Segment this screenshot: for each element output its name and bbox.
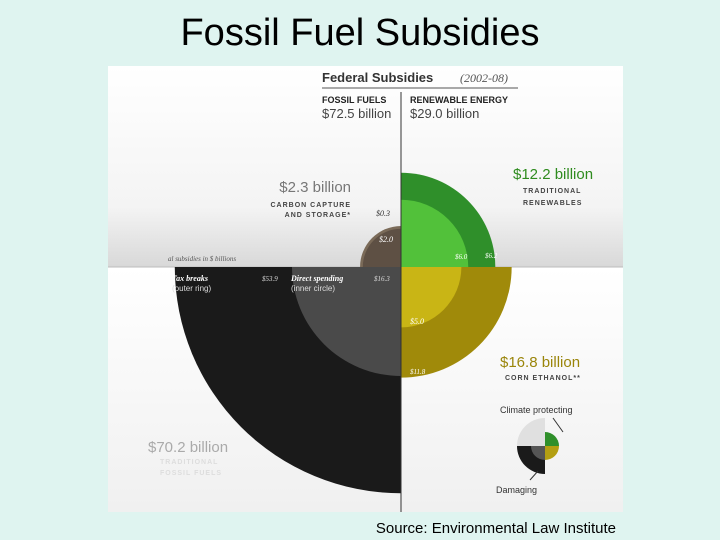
chart-period: (2002-08) [460,71,508,85]
infographic-svg [108,66,623,512]
ethanol-amount: $16.8 billion [500,354,581,371]
renewable-total: $29.0 billion [410,106,480,121]
fossil-amount: $70.2 billion [148,439,229,456]
ccs-direct-value: $2.0 [379,235,393,244]
renewables-label-line2: RENEWABLES [523,200,583,207]
legend-climate-protecting: Climate protecting [500,405,573,415]
fossil-header: FOSSIL FUELS [322,95,387,105]
chart-title: Federal Subsidies [322,70,434,85]
renewables-tax-value: $6.2 [485,252,498,260]
fossil-direct-value: $16.3 [374,275,390,283]
units-note: al subsidies in $ billions [168,255,237,263]
key-direct-spending-title: Direct spending [291,274,344,283]
renewables-direct-value: $6.0 [455,253,468,261]
ccs-label-line1: CARBON CAPTURE [270,202,351,209]
fossil-tax-value: $53.9 [262,275,278,283]
slide-title: Fossil Fuel Subsidies [180,12,540,54]
key-tax-breaks-title: Tax breaks [172,274,208,283]
fossil-label-line1: TRADITIONAL [160,459,219,466]
ccs-tax-value: $0.3 [376,209,390,218]
ccs-label-line2: AND STORAGE* [284,212,351,219]
ethanol-tax-value: $11.8 [410,368,426,376]
legend-damaging: Damaging [496,485,538,495]
source-citation: Source: Environmental Law Institute [375,520,616,537]
fossil-label-line2: FOSSIL FUELS [160,470,223,477]
subsidies-infographic [108,66,623,512]
renewable-header: RENEWABLE ENERGY [410,95,509,105]
renewables-label-line1: TRADITIONAL [523,188,582,195]
ccs-amount: $2.3 billion [279,179,351,196]
key-tax-breaks-sub: (outer ring) [172,284,212,293]
key-direct-spending-sub: (inner circle) [291,284,336,293]
ethanol-label: CORN ETHANOL** [505,375,581,382]
renewables-amount: $12.2 billion [513,166,594,183]
fossil-total: $72.5 billion [322,106,392,121]
ethanol-direct-value: $5.0 [410,317,424,326]
